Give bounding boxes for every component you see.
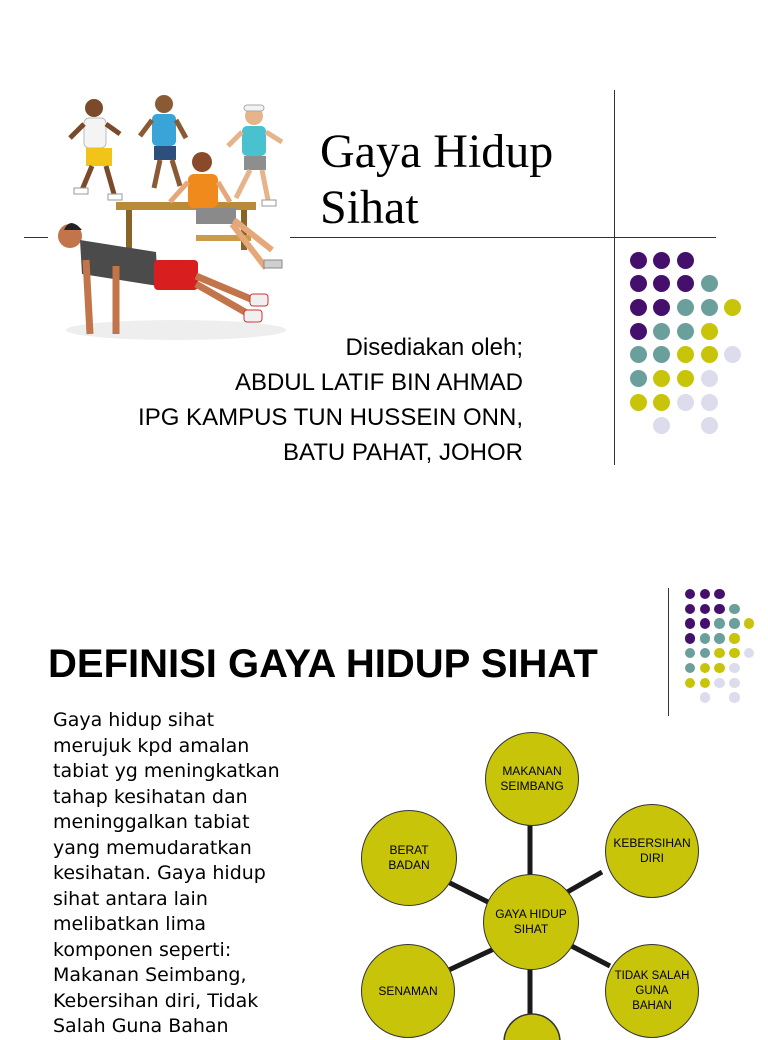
definition-line: komponen seperti: (53, 938, 232, 961)
definition-line: merujuk kpd amalan (53, 734, 250, 757)
decorative-dot (677, 346, 694, 363)
node-berat-badan (361, 810, 457, 906)
definition-line: tabiat yg meningkatkan (53, 760, 280, 782)
decorative-dot (701, 370, 718, 387)
decorative-dot (700, 633, 711, 644)
node-label: TIDAK SALAH GUNA BAHAN (614, 969, 690, 1012)
node-label: BERAT BADAN (388, 843, 430, 872)
decorative-dot (700, 692, 711, 703)
decorative-dot (729, 663, 740, 674)
definition-line: yang memudaratkan (53, 836, 252, 859)
decorative-dot (701, 346, 718, 363)
title-slide (0, 0, 768, 512)
definition-text (53, 708, 303, 1040)
decorative-dot (729, 618, 740, 629)
definition-line: Salah Guna Bahan (53, 1015, 229, 1037)
node-tidak-salah-guna-bahan (605, 944, 699, 1038)
decorative-dot (729, 692, 740, 703)
decorative-dot (653, 370, 670, 387)
decorative-dot (653, 299, 670, 316)
decorative-dot (677, 252, 694, 269)
decorative-dot (653, 323, 670, 340)
node-label: MAKANAN SEIMBANG (500, 764, 564, 793)
decorative-dot (714, 648, 725, 659)
definition-line: Makanan Seimbang, (53, 964, 247, 986)
decorative-dot (653, 346, 670, 363)
location-line: BATU PAHAT, JOHOR (282, 439, 523, 466)
bottom-node-partial (504, 1014, 560, 1040)
decorative-dot (630, 346, 647, 363)
node-makanan-seimbang (485, 732, 579, 826)
decorative-dot (701, 394, 718, 411)
node-senaman (361, 944, 455, 1038)
decorative-dot (677, 394, 694, 411)
decorative-dot (630, 252, 647, 269)
decorative-dot (653, 275, 670, 292)
decorative-dot (700, 648, 711, 659)
decorative-dot (685, 633, 696, 644)
decorative-dot (744, 618, 755, 629)
node-label: KEBERSIHAN DIRI (613, 836, 691, 865)
decorative-dot (685, 678, 696, 689)
decorative-dot (701, 299, 718, 316)
definition-line: kesihatan. Gaya hidup (53, 862, 266, 884)
decorative-dot (714, 604, 725, 615)
definition-line: sihat antara lain (53, 887, 208, 910)
decorative-dot (700, 618, 711, 629)
decorative-dot (701, 323, 718, 340)
decorative-dot (729, 633, 740, 644)
decorative-dot (630, 299, 647, 316)
node-label: SENAMAN (378, 983, 438, 998)
decorative-dot (701, 275, 718, 292)
node-kebersihan-diri (605, 804, 699, 898)
decorative-dot (729, 678, 740, 689)
decorative-dot (724, 346, 741, 363)
node-label: GAYA HIDUP SIHAT (495, 907, 567, 936)
decorative-dot (685, 589, 696, 600)
decorative-dot (653, 252, 670, 269)
decorative-dot (714, 678, 725, 689)
decorative-dot (724, 299, 741, 316)
decorative-dot (685, 604, 696, 615)
decorative-dot (685, 663, 696, 674)
decorative-dot (700, 663, 711, 674)
decorative-dot (701, 417, 718, 434)
definition-line: melibatkan lima (53, 913, 207, 935)
decorative-dot (677, 299, 694, 316)
slide-title-line-1: Gaya Hidup (320, 125, 554, 178)
decorative-dot (630, 275, 647, 292)
definition-slide (0, 512, 768, 1037)
decorative-dot (729, 604, 740, 615)
decorative-dot (700, 589, 711, 600)
definition-heading: DEFINISI GAYA HIDUP SIHAT (48, 642, 598, 686)
decorative-dot-grid (0, 0, 768, 512)
decorative-dot (714, 589, 725, 600)
decorative-dot (630, 394, 647, 411)
definition-line: tahap kesihatan dan (53, 785, 248, 808)
institution-line: IPG KAMPUS TUN HUSSEIN ONN, (138, 404, 523, 431)
decorative-dot (653, 394, 670, 411)
slide-title-line-2: Sihat (320, 181, 419, 234)
decorative-dot (685, 618, 696, 629)
node-center-gaya-hidup-sihat (483, 874, 579, 970)
decorative-dot (744, 648, 755, 659)
decorative-dot (700, 678, 711, 689)
decorative-dot (714, 663, 725, 674)
definition-line: Kebersihan diri, Tidak (53, 989, 259, 1012)
decorative-dot (677, 323, 694, 340)
decorative-dot (729, 648, 740, 659)
decorative-dot (714, 618, 725, 629)
decorative-dot (677, 275, 694, 292)
author-name: ABDUL LATIF BIN AHMAD (234, 369, 523, 396)
decorative-dot (653, 417, 670, 434)
definition-line: meninggalkan tabiat (53, 811, 250, 833)
decorative-dot (677, 370, 694, 387)
decorative-dot (630, 323, 647, 340)
decorative-dot (700, 604, 711, 615)
definition-line: Gaya hidup sihat (53, 709, 215, 731)
decorative-dot (685, 648, 696, 659)
decorative-dot (630, 370, 647, 387)
prepared-by-label: Disediakan oleh; (345, 334, 523, 361)
decorative-dot (714, 633, 725, 644)
